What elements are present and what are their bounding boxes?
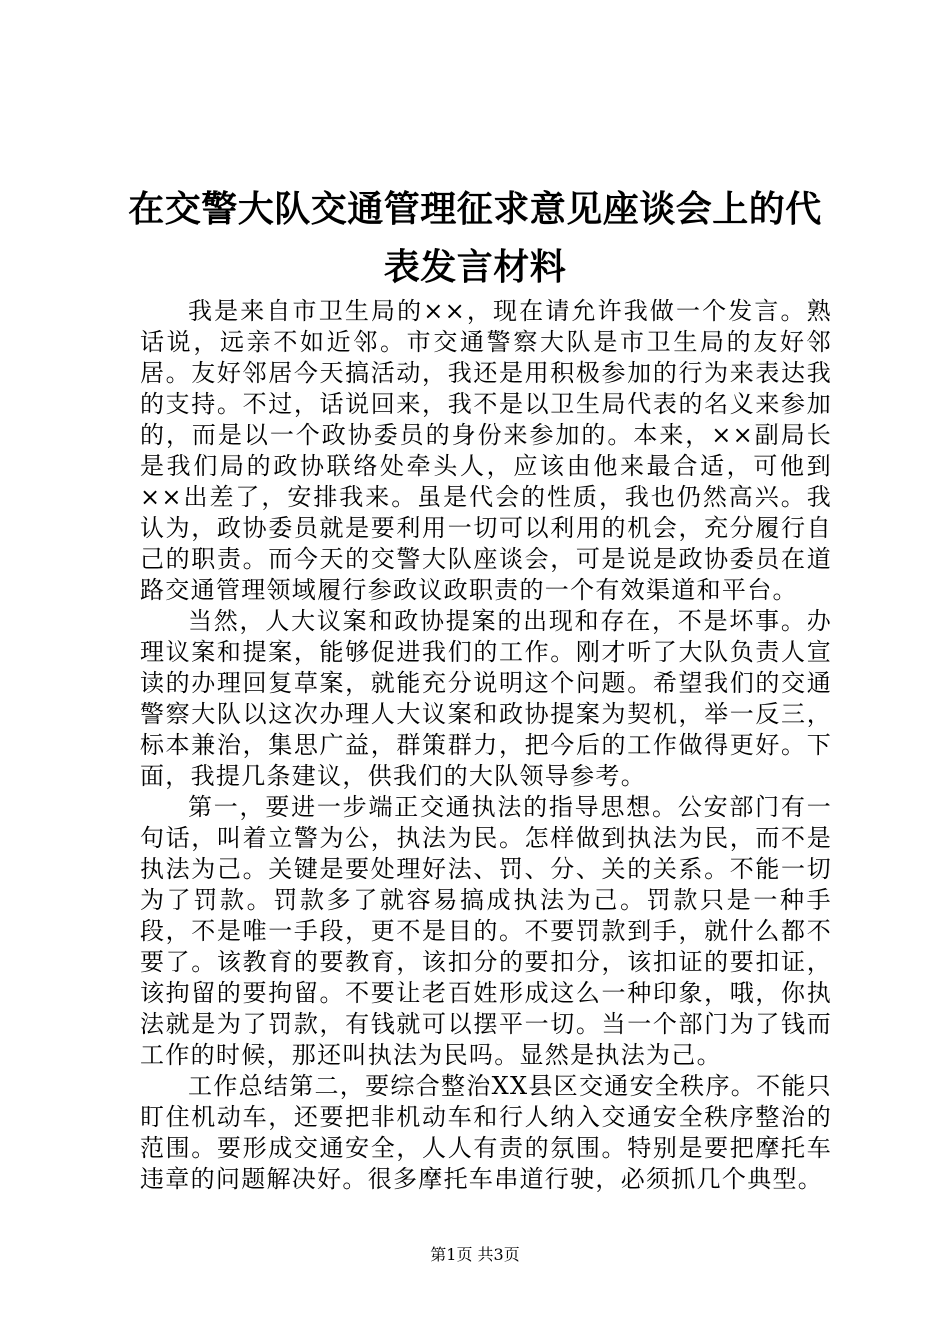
document-title: 在交警大队交通管理征求意见座谈会上的代表发言材料	[128, 188, 822, 288]
paragraph: 工作总结第二，要综合整治XX县区交通安全秩序。不能只盯住机动车，还要把非机动车和行人纳入交通安全秩序整治的范围。要形成交通安全，人人有责的氛围。特别是要把摩托车违章的问题解决好。很多摩托车串道行驶，必须抓几个典型。	[140, 1072, 832, 1193]
paragraph: 第一，要进一步端正交通执法的指导思想。公安部门有一句话，叫着立警为公，执法为民。怎样做到执法为民，而不是执法为己。关键是要处理好法、罚、分、关的关系。不能一切为了罚款。罚款多了就容易搞成执法为己。罚款只是一种手段，不是唯一手段，更不是目的。不要罚款到手，就什么都不要了。该教育的要教育，该扣分的要扣分，该扣证的要扣证，该拘留的要拘留。不要让老百姓形成这么一种印象，哦，你执法就是为了罚款，有钱就可以摆平一切。当一个部门为了钱而工作的时候，那还叫执法为民吗。显然是执法为己。	[140, 793, 832, 1069]
page-number-footer: 第1页 共3页	[430, 1245, 520, 1264]
paragraph: 我是来自市卫生局的××，现在请允许我做一个发言。熟话说，远亲不如近邻。市交通警察大队是市卫生局的友好邻居。友好邻居今天搞活动，我还是用积极参加的行为来表达我的支持。不过，话说回来，我不是以卫生局代表的名义来参加的，而是以一个政协委员的身份来参加的。本来，××副局长是我们局的政协联络处牵头人，应该由他来最合适，可他到××出差了，安排我来。虽是代会的性质，我也仍然高兴。我认为，政协委员就是要利用一切可以利用的机会，充分履行自己的职责。而今天的交警大队座谈会，可是说是政协委员在道路交通管理领域履行参政议政职责的一个有效渠道和平台。	[140, 297, 832, 604]
document-body	[140, 296, 832, 1195]
paragraph: 当然，人大议案和政协提案的出现和存在，不是坏事。办理议案和提案，能够促进我们的工作。刚才听了大队负责人宣读的办理回复草案，就能充分说明这个问题。希望我们的交通警察大队以这次办理人大议案和政协提案为契机，举一反三，标本兼治，集思广益，群策群力，把今后的工作做得更好。下面，我提几条建议，供我们的大队领导参考。	[140, 607, 832, 790]
